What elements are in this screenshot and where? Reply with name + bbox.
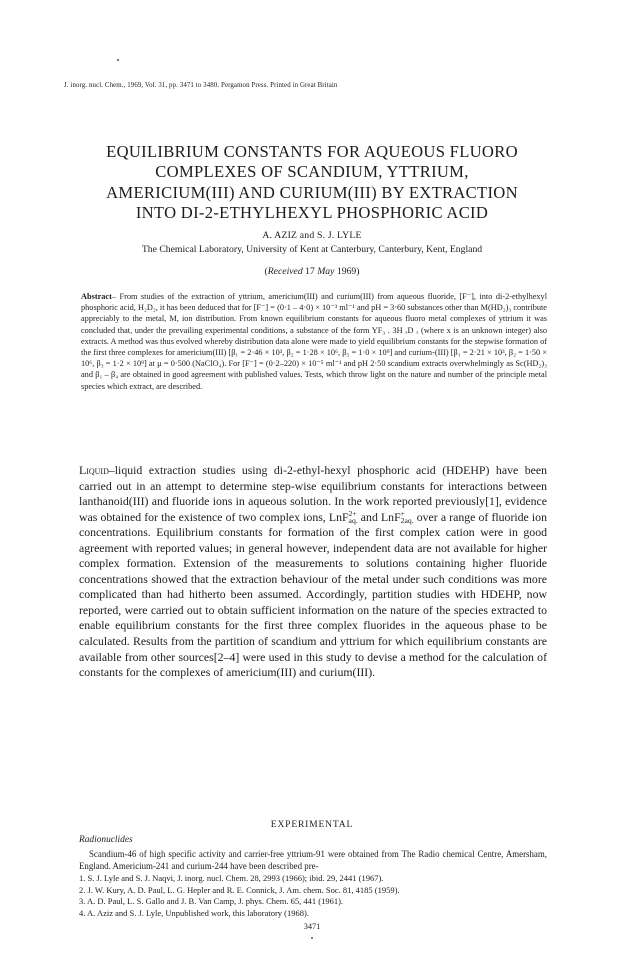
specks [117, 59, 119, 61]
reference-item: 3. A. D. Paul, L. S. Gallo and J. B. Van Camp, J. phys. Chem. 65, 441 (1961). [79, 896, 344, 907]
title-line: AMERICIUM(III) AND CURIUM(III) BY EXTRACTION [106, 182, 518, 202]
journal-header: J. inorg. nucl. Chem., 1969, Vol. 31, pp. 3471 to 3480. Pergamon Press. Printed in Great Britain [64, 82, 338, 89]
intro-text-1: –liquid extraction studies using di-2-ethyl-hexyl phosphoric acid (HDEHP) have been carried out in an attempt to determine step-wise equilibrium constants for interactions between lanthanoid(III) and fluoride ions in aqueous solution. In the work reported previously[1], evidence was obtained for the existence of two complex ions, LnF [79, 463, 547, 524]
subsection-heading-radionuclides: Radionuclides [79, 835, 133, 845]
received-year: 1969 [334, 266, 357, 277]
page-number: 3471 [303, 922, 321, 931]
lead-word: Liquid [79, 463, 109, 477]
ion-charge: + [400, 509, 405, 519]
authors: A. AZIZ and S. J. LYLE [262, 230, 362, 241]
abstract-text: – From studies of the extraction of yttrium, americium(III) and curium(III) from aqueous fluoride, [F⁻], into di-2-ethylhexyl phosphoric acid, H₂D₂, it has been deduced that for [F⁻] = (0·1 – 4·0) × 10⁻³ ml⁻¹ and pH = 3·60 substances other than M(HD₂)₃ contribute appreciably to the metal, M, ion distribution. From known equilibrium constants for aqueous fluoro metal complexes of yttrium it was concluded that, under the prevailing experimental conditions, a substance of the form YF₃ . 3H ₓD ₓ (where x is an unknown integer) also extracts. A method was thus evolved whereby distribution data alone were made to yield equilibrium constants for the stepwise formation of the first three complexes for americium(III) [β₁ = 2·46 × 10³, β₂ = 1·28 × 10⁶, β₃ = 1·0 × 10⁹] and curium-(III) [β₁ = 2·21 × 10³, β₂ = 1·50 × 10⁶, β₃ = 1·2 × 10⁹] at μ = 0·500 (NaClO₄). For [F⁻] = (0·2–220) × 10⁻⁵ ml⁻¹ and pH 2·50 scandium extracts overwhelmingly as Sc(HD₂)₃ and β₁ – β₄ are obtained in good agreement with published values. Tests, which throw light on the nature and number of the principle metal species which extract, are described. [81, 292, 547, 391]
received-date: (Received 17 May 1969) [264, 266, 360, 277]
reference-item: 4. A. Aziz and S. J. Lyle, Unpublished work, this laboratory (1968). [79, 907, 309, 918]
received-month: May [317, 266, 335, 277]
abstract [81, 291, 547, 392]
abstract-heading: Abstract [81, 292, 112, 301]
section-heading-experimental: EXPERIMENTAL [270, 819, 354, 830]
specks [311, 937, 313, 939]
ion-subscript: aq. [348, 515, 358, 525]
intro-text-mid: and LnF [357, 509, 401, 524]
article-title [40, 142, 584, 224]
experimental-paragraph: Scandium-46 of high specific activity and carrier-free yttrium-91 were obtained from The Radio chemical Centre, Amersham, England. Americium-241 and curium-244 have been described pre- [79, 849, 547, 872]
reference-list [79, 873, 547, 919]
received-day: 17 [302, 266, 318, 277]
affiliation: The Chemical Laboratory, University of Kent at Canterbury, Canterbury, Kent, England [141, 244, 483, 255]
intro-text-2: over a range of fluoride ion concentrations. Equilibrium constants for formation of the first complex cation were in good agreement with reported values; in general however, independent data are not available for higher complex formation. Extension of the measurements to solutions containing higher fluoride concentrations showed that the extraction behaviour of the metal under such conditions was more complicated than had hitherto been assumed. Accordingly, partition studies with HDEHP, now reported, were carried out to obtain sufficient information on the nature of the species extracted to enable equilibrium constants for the first three complex fluorides in the aqueous phase to be calculated. Results from the partition of scandium and yttrium for which equilibrium constants are available from other sources[2–4] were used in this study to devise a method for the calculation of constants for the complexes of americium(III) and curium(III). [79, 509, 547, 680]
reference-item: 1. S. J. Lyle and S. J. Naqvi, J. inorg. nucl. Chem. 28, 2993 (1966); ibid. 29, 2441 (1967). [79, 873, 384, 883]
received-label: Received [267, 266, 303, 277]
title-line: EQUILIBRIUM CONSTANTS FOR AQUEOUS FLUORO [106, 142, 518, 161]
ion-subscript: 2aq. [400, 515, 414, 525]
reference-item: 2. J. W. Kury, A. D. Paul, L. G. Hepler and R. E. Connick, J. Am. chem. Soc. 81, 4185 (1959). [79, 884, 400, 895]
title-line: COMPLEXES OF SCANDIUM, YTTRIUM, [155, 162, 469, 182]
ion-lnf2-plus-scripts [401, 511, 414, 525]
introduction-paragraph [79, 463, 547, 681]
ion-lnf-2plus-scripts [349, 511, 358, 525]
ion-charge: 2+ [348, 509, 357, 519]
title-line: INTO DI-2-ETHYLHEXYL PHOSPHORIC ACID [135, 203, 489, 223]
